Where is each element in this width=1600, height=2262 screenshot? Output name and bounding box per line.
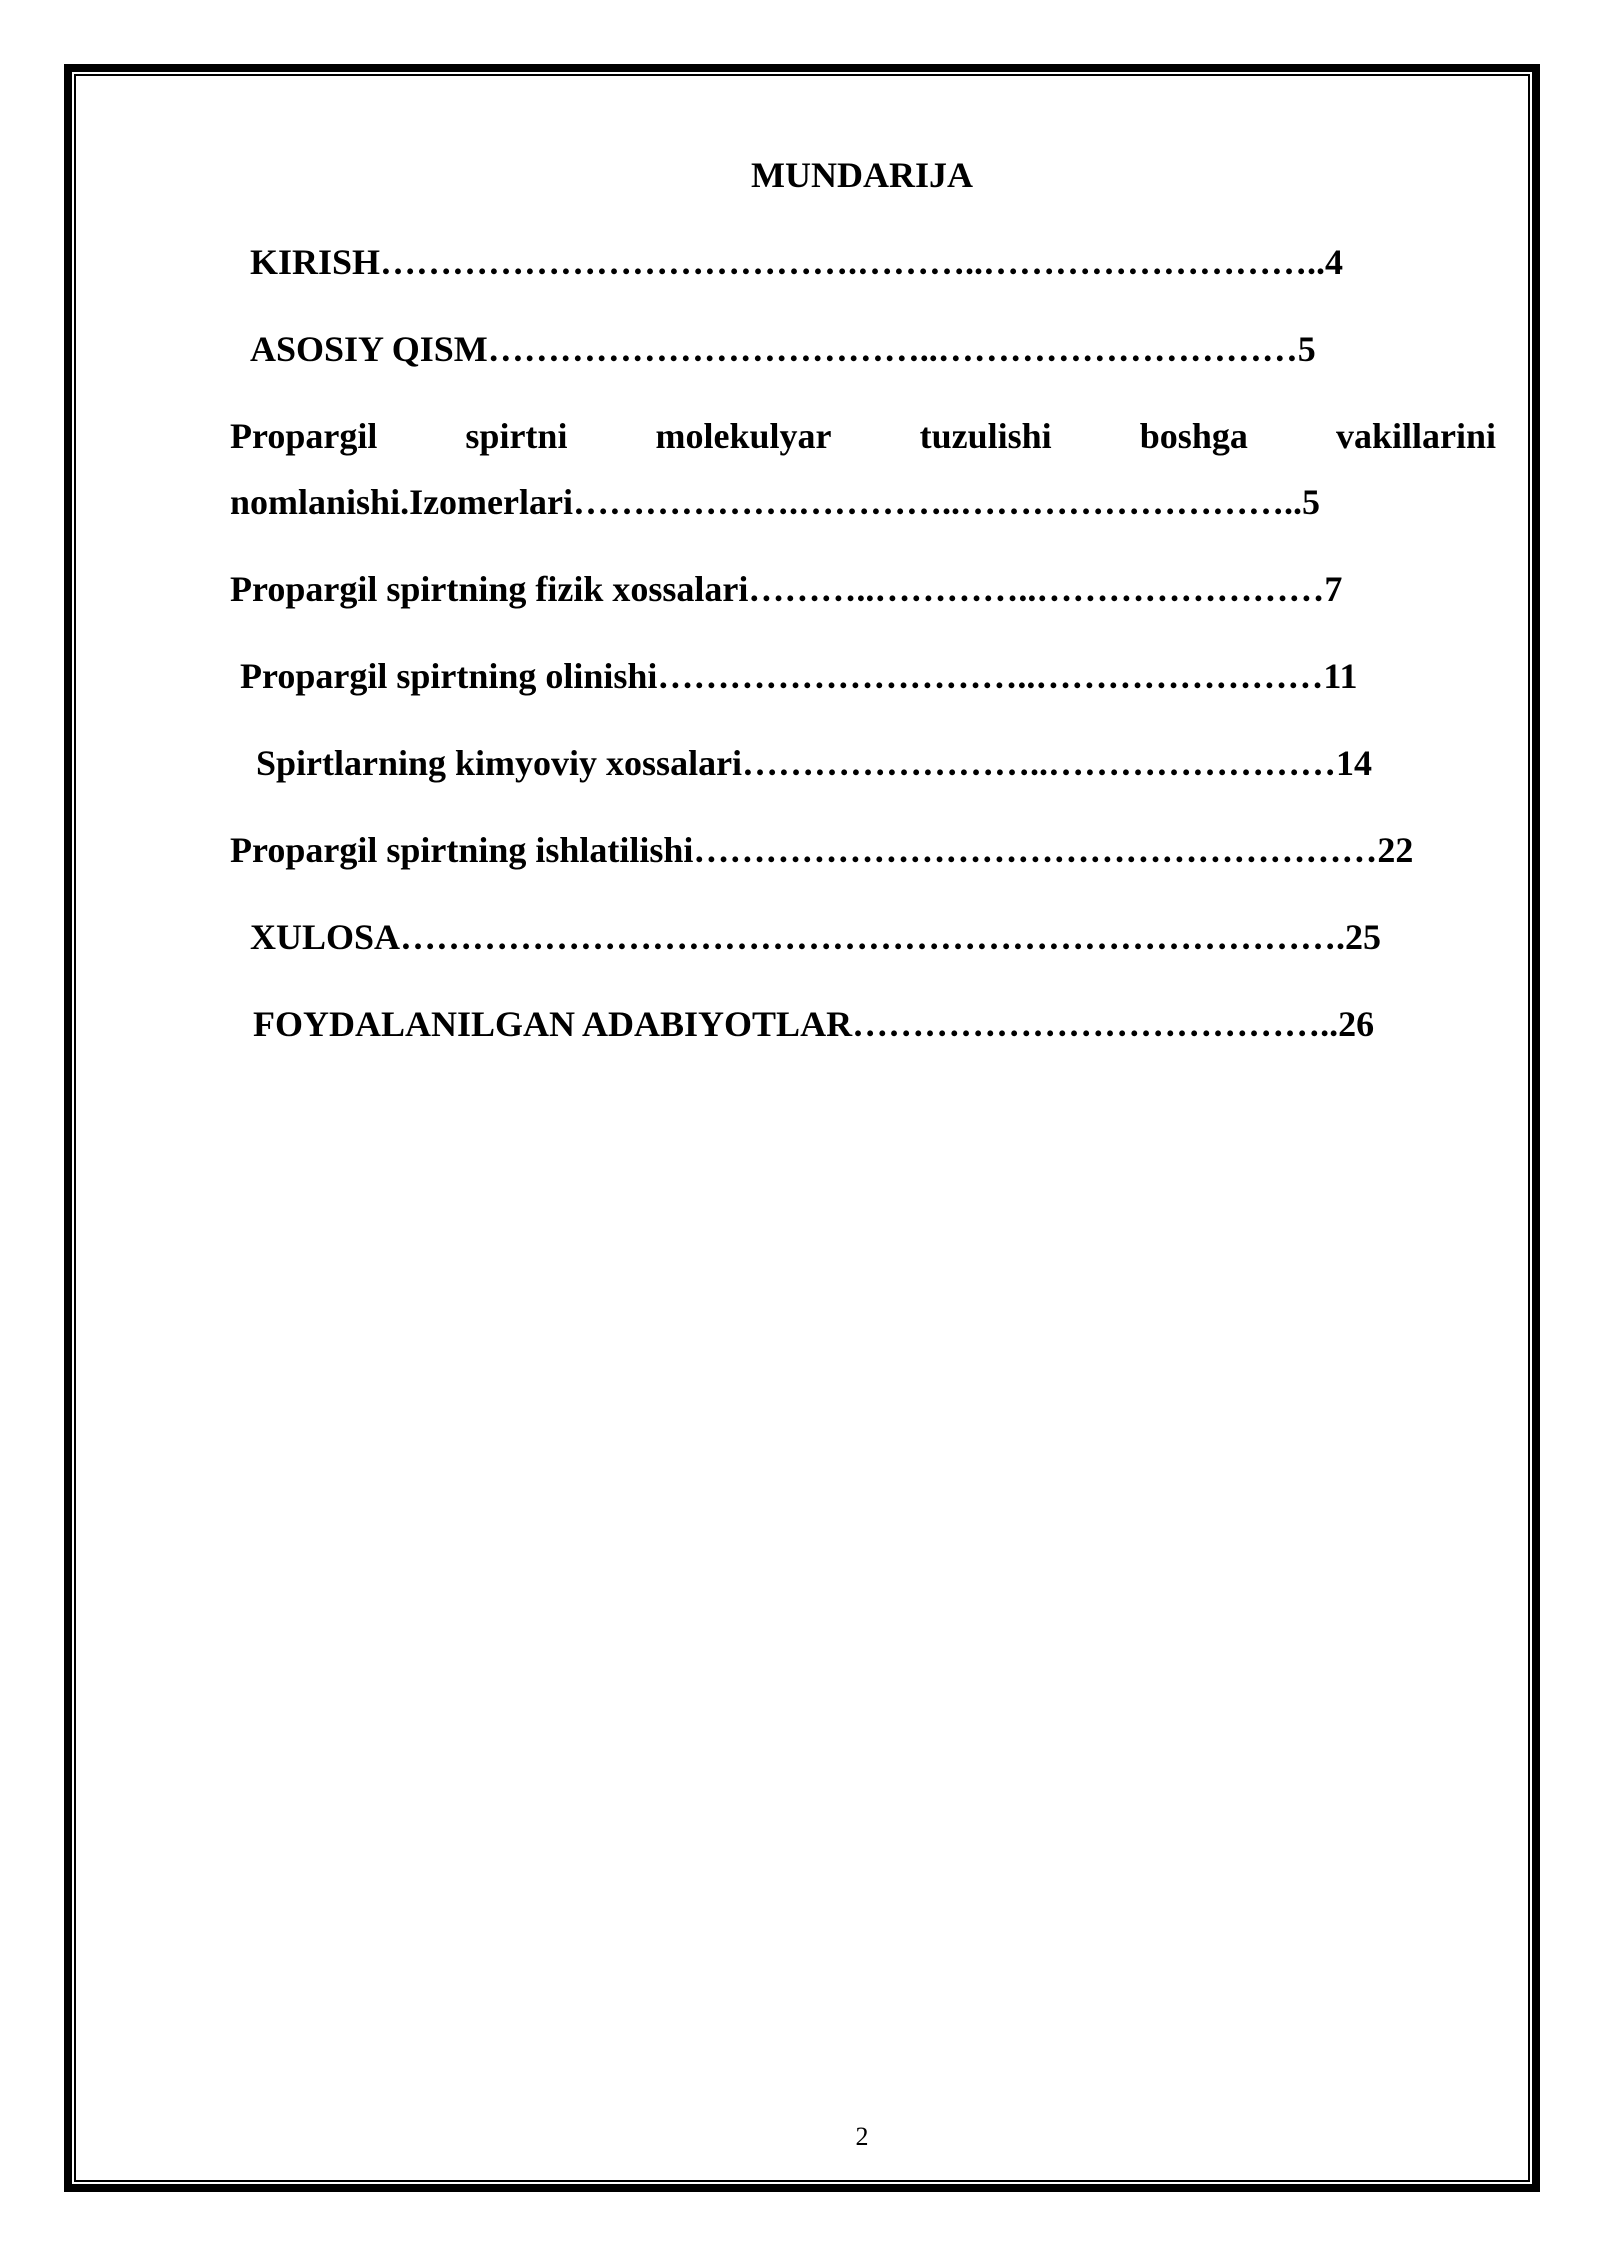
- toc-entry-references: FOYDALANILGAN ADABIYOTLAR…………………………………..26: [253, 1004, 1375, 1044]
- toc-entry-chemical-properties: Spirtlarning kimyoviy xossalari……………………..……………………14: [256, 743, 1373, 783]
- toc-entry-kirish: KIRISH………………………………….………..………………………..4: [250, 242, 1344, 282]
- toc-word: Propargil: [230, 416, 378, 456]
- toc-word: tuzulishi: [919, 416, 1052, 456]
- toc-entry-molecular-structure-line1: [230, 414, 1496, 458]
- toc-entry-asosiy-qism: ASOSIY QISM………………………………..…………………………5: [250, 329, 1316, 369]
- page-title: MUNDARIJA: [751, 155, 973, 195]
- toc-entry-molecular-structure-line2: nomlanishi.Izomerlari……………….…………..………………………..5: [230, 482, 1320, 522]
- page-number: 2: [855, 2122, 869, 2151]
- toc-entry-preparation: Propargil spirtning olinishi…………………………..……………………11: [240, 656, 1358, 696]
- toc-word: boshga: [1139, 416, 1248, 456]
- toc-entry-physical-properties: Propargil spirtning fizik xossalari………..…………..……………………7: [230, 569, 1343, 609]
- toc-entry-xulosa: XULOSA…………………………………………………………………….25: [250, 917, 1382, 957]
- toc-word: vakillarini: [1335, 416, 1496, 456]
- toc-entry-usage: Propargil spirtning ishlatilishi…………………………………………………22: [230, 830, 1414, 870]
- toc-word: molekulyar: [655, 416, 832, 456]
- page-inner-border: [74, 74, 1530, 2182]
- toc-word: spirtni: [465, 416, 568, 456]
